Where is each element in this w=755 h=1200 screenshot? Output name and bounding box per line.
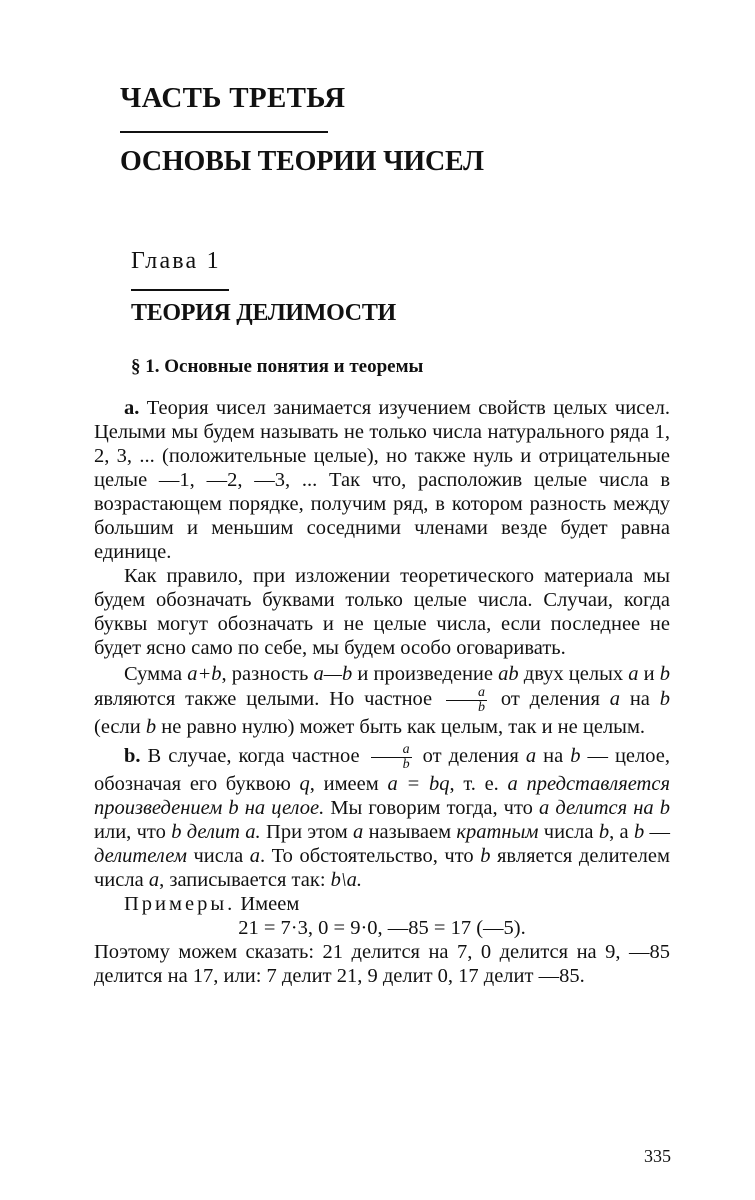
chapter-label: Глава 1 [131,248,221,274]
paragraph-operations: Сумма a+b, разность a—b и произведение ab двух целых a и b являются также целыми. Но частное $\frac{a}{b}$ от деления a на b (если b не равно нулю) может быть как целым, так и не целым. [94,663,671,738]
paragraph-a-text: Теория чисел занимается изучением свойств целых чисел. Целыми мы будем называть не только числа натурального ряда 1, 2, 3, ... (положительные целые), но также нуль и отрицательные целые —1, —2, —3, ... Так что, расположив целые числа в возрастающем порядке, получим ряд, в котором разность между большим и меньшим соседними членами везде будет равна единице. [94,397,670,563]
paragraph-conclusion: Поэтому можем сказать: 21 делится на 7, 0 делится на 9, —85 делится на 17, или: 7 делит 21, 9 делит 0, 17 делит —85. [94,941,670,987]
paragraph-marker-b: b. [124,745,141,768]
fraction-a-over-b: $\frac{a}{b}$ [371,743,412,772]
section-title: § 1. Основные понятия и теоремы [131,356,424,377]
paragraph-a [94,396,670,564]
chapter-divider [131,289,229,291]
paragraph-marker-a: а. [124,397,140,419]
page-number: 335 [644,1146,671,1166]
paragraph-b: b. В случае, когда частное $\frac{a}{b}$ от деления a на b — целое, обозначая его буквою q, имеем a = bq, т. е. a представляется произведением b на целое. Мы говорим тогда, что a делится на b или, что b делит a. При этом a называем кратным числа b, а b — делителем числа a. То обстоятельство, что b является делителем числа a, записывается так: b\a. [94,742,671,891]
examples-heading: Примеры. Имеем [124,893,300,915]
body-text [94,396,670,988]
part-title: ОСНОВЫ ТЕОРИИ ЧИСЕЛ [120,146,484,177]
fraction-a-over-b: $\frac{a}{b}$ [446,686,487,715]
part-label: ЧАСТЬ ТРЕТЬЯ [120,82,346,114]
examples-formula: 21 = 7·3, 0 = 9·0, —85 = 17 (—5). [238,917,526,939]
chapter-title: ТЕОРИЯ ДЕЛИМОСТИ [131,300,396,326]
paragraph-notation: Как правило, при изложении теоретического материала мы будем обозначать буквами только целые числа. Случаи, когда буквы могут обозначать и не целые числа, если последнее не будет ясно само по себе, мы будем особо оговаривать. [94,565,670,659]
part-divider [120,131,328,133]
